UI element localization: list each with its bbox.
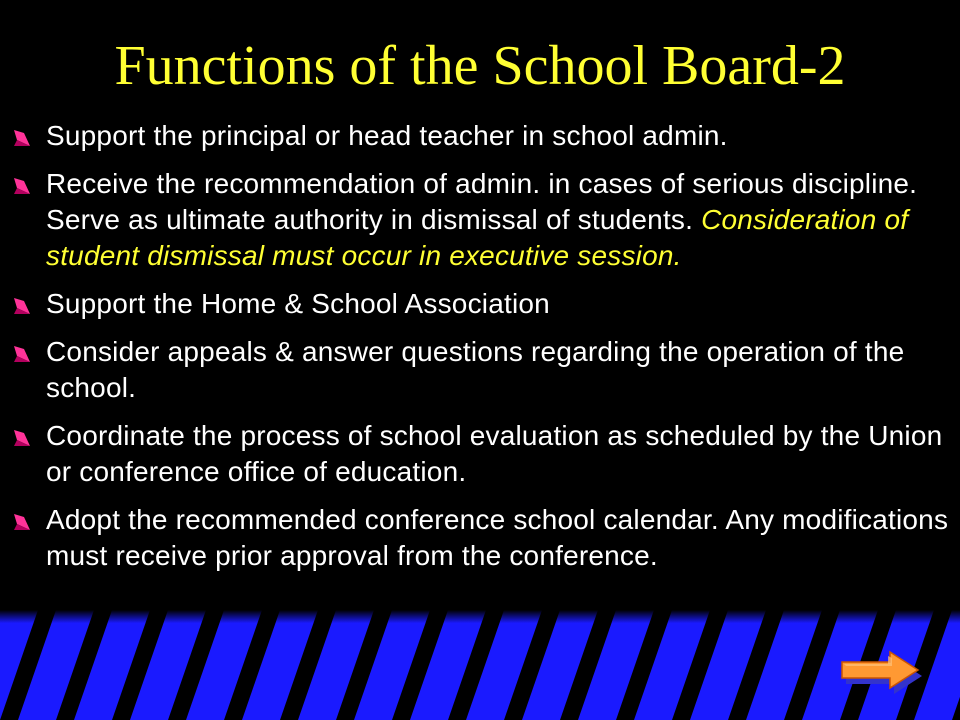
diamond-bullet-icon	[14, 178, 30, 194]
bullet-text: Support the Home & School Association	[46, 288, 550, 319]
bullet-text: Adopt the recommended conference school calendar. Any modifications must receive prior approval from the conference.	[46, 504, 949, 571]
next-arrow-icon	[838, 650, 928, 694]
diamond-bullet-icon	[14, 430, 30, 446]
diamond-bullet-icon	[14, 130, 30, 146]
next-slide-button[interactable]	[838, 650, 928, 694]
bullet-item	[10, 334, 950, 406]
bullet-text: Receive the recommendation of admin. in cases of serious discipline. Serve as ultimate authority in dismissal of students.	[46, 168, 918, 235]
bullet-item	[10, 286, 950, 322]
slide-title: Functions of the School Board-2	[114, 35, 846, 97]
executive-session-note: Consideration of student dismissal must occur in executive session.	[46, 204, 909, 271]
bullet-list	[10, 118, 950, 586]
bullet-text: Coordinate the process of school evaluation as scheduled by the Union or conference office of education.	[46, 420, 943, 487]
diamond-bullet-icon	[14, 514, 30, 530]
bullet-item	[10, 118, 950, 154]
bullet-item	[10, 502, 950, 574]
diamond-bullet-icon	[14, 346, 30, 362]
bullet-text: Consider appeals & answer questions regarding the operation of the school.	[46, 336, 905, 403]
striped-footer-decoration	[0, 610, 960, 720]
diamond-bullet-icon	[14, 298, 30, 314]
bullet-item	[10, 418, 950, 490]
bullet-text: Support the principal or head teacher in school admin.	[46, 120, 728, 151]
bullet-item	[10, 166, 950, 274]
